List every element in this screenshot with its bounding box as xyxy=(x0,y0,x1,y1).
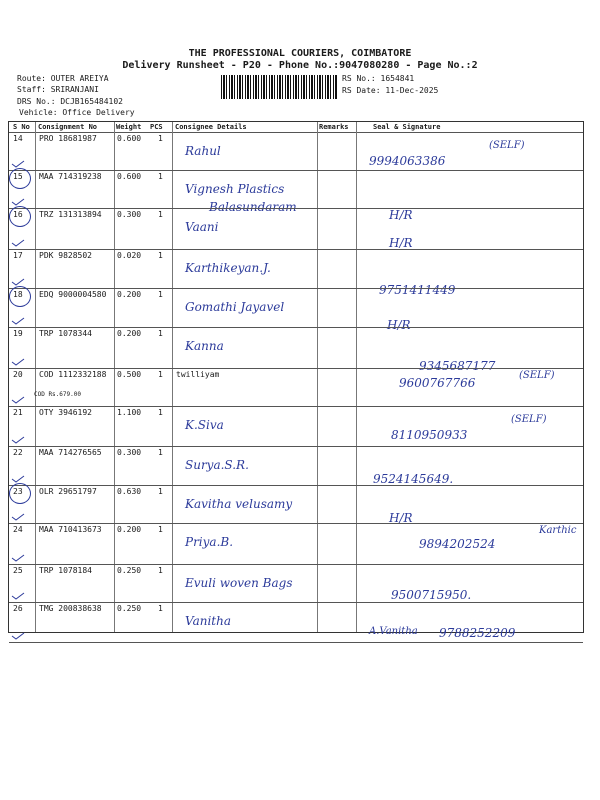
signature-entry: 9788252209 xyxy=(439,626,516,640)
check-mark-icon xyxy=(11,396,25,404)
check-mark-icon xyxy=(11,475,25,483)
serial-number: 19 xyxy=(13,329,23,338)
signature-entry: 9894202524 xyxy=(419,537,496,551)
serial-number: 21 xyxy=(13,408,23,417)
signature-entry: H/R xyxy=(387,318,411,332)
col-header-weight: Weight xyxy=(116,123,142,131)
col-header-consignment: Consignment No xyxy=(38,123,98,131)
serial-number: 17 xyxy=(13,251,23,260)
check-mark-icon xyxy=(11,513,25,521)
weight-value: 0.300 xyxy=(117,210,142,219)
check-mark-icon xyxy=(11,358,25,366)
table-row xyxy=(9,564,583,602)
weight-value: 0.250 xyxy=(117,604,142,613)
signature-entry: 9600767766 xyxy=(399,376,476,390)
handwritten-circle-mark xyxy=(9,483,31,504)
pieces-count: 1 xyxy=(158,370,163,379)
consignment-number: EDQ 9000004580 xyxy=(39,290,107,299)
table-row xyxy=(9,406,583,446)
consignee-name: Kanna xyxy=(185,339,224,353)
signature-entry: 8110950933 xyxy=(391,428,468,442)
weight-value: 1.100 xyxy=(117,408,142,417)
consignment-number: COD 1112332188 xyxy=(39,370,107,379)
pieces-count: 1 xyxy=(158,604,163,613)
serial-number: 24 xyxy=(13,525,23,534)
signature-note: (SELF) xyxy=(511,414,547,425)
signature-entry: 9500715950. xyxy=(391,588,472,602)
table-row xyxy=(9,602,583,642)
runsheet-table xyxy=(8,121,584,640)
serial-number: 23 xyxy=(13,487,23,497)
check-mark-icon xyxy=(11,592,25,600)
weight-value: 0.020 xyxy=(117,251,142,260)
check-mark-icon xyxy=(11,554,25,562)
serial-number: 16 xyxy=(13,210,23,220)
pieces-count: 1 xyxy=(158,487,163,496)
table-row xyxy=(9,368,583,406)
consignment-number: PDK 9828502 xyxy=(39,251,92,260)
consignee-name: Vaani xyxy=(185,220,219,234)
signature-note: Karthic xyxy=(539,525,577,536)
pieces-count: 1 xyxy=(158,329,163,338)
signature-entry: 9345687177 xyxy=(419,359,496,373)
weight-value: 0.600 xyxy=(117,134,142,143)
check-mark-icon xyxy=(11,160,25,168)
weight-value: 0.630 xyxy=(117,487,142,496)
col-header-pcs: PCS xyxy=(150,123,163,131)
handwritten-circle-mark xyxy=(9,168,31,189)
cod-amount: COD Rs.679.00 xyxy=(34,391,81,398)
check-mark-icon xyxy=(11,317,25,325)
table-row xyxy=(9,446,583,485)
signature-entry: H/R xyxy=(389,511,413,525)
consignee-name: Gomathi Jayavel xyxy=(185,300,285,314)
pieces-count: 1 xyxy=(158,448,163,457)
consignee-name: Surya.S.R. xyxy=(185,458,249,472)
handwritten-circle-mark xyxy=(9,286,31,307)
signature-entry: H/R xyxy=(389,236,413,250)
table-row xyxy=(9,485,583,523)
pieces-count: 1 xyxy=(158,210,163,219)
consignment-number: TMG 200838638 xyxy=(39,604,102,613)
serial-number: 25 xyxy=(13,566,23,575)
weight-value: 0.250 xyxy=(117,566,142,575)
rs-date: RS Date: 11-Dec-2025 xyxy=(342,86,439,95)
table-row xyxy=(9,132,583,170)
pieces-count: 1 xyxy=(158,290,163,299)
signature-note: (SELF) xyxy=(519,370,555,381)
consignee-name: Vignesh Plastics xyxy=(185,182,285,196)
weight-value: 0.200 xyxy=(117,290,142,299)
signature-entry: H/R xyxy=(389,208,413,222)
consignment-number: PRO 18681987 xyxy=(39,134,97,143)
table-row xyxy=(9,208,583,249)
consignment-number: TRP 1078344 xyxy=(39,329,92,338)
staff-label: Staff: SRIRANJANI xyxy=(17,85,99,94)
table-row xyxy=(9,288,583,332)
weight-value: 0.200 xyxy=(117,329,142,338)
check-mark-icon xyxy=(11,436,25,444)
weight-value: 0.300 xyxy=(117,448,142,457)
serial-number: 18 xyxy=(13,290,23,300)
serial-number: 14 xyxy=(13,134,23,143)
consignee-name: Priya.B. xyxy=(185,535,234,549)
consignment-number: TRP 1078184 xyxy=(39,566,92,575)
barcode xyxy=(221,75,337,99)
consignment-number: MAA 714319238 xyxy=(39,172,102,181)
consignee-name-line2: Balasundaram xyxy=(209,200,297,214)
consignee-name: Kavitha velusamy xyxy=(185,497,293,511)
pieces-count: 1 xyxy=(158,134,163,143)
rs-number: RS No.: 1654841 xyxy=(342,74,415,83)
weight-value: 0.200 xyxy=(117,525,142,534)
pieces-count: 1 xyxy=(158,566,163,575)
col-header-consignee: Consignee Details xyxy=(175,123,247,131)
weight-value: 0.600 xyxy=(117,172,142,181)
row-divider xyxy=(9,642,583,643)
consignment-number: TRZ 131313894 xyxy=(39,210,102,219)
signature-note: A.Vanitha xyxy=(369,626,418,637)
vehicle-label: Vehicle: Office Delivery xyxy=(19,108,135,117)
document-subtitle: Delivery Runsheet - P20 - Phone No.:9047080280 - Page No.:2 xyxy=(122,60,478,71)
table-row xyxy=(9,327,583,373)
consignee-name: Evuli woven Bags xyxy=(185,576,293,590)
table-row xyxy=(9,523,583,564)
col-header-sno: S No xyxy=(13,123,30,131)
pieces-count: 1 xyxy=(158,251,163,260)
consignee-name: K.Siva xyxy=(185,418,224,432)
document-title: THE PROFESSIONAL COURIERS, COIMBATORE xyxy=(188,48,412,59)
check-mark-icon xyxy=(11,198,25,206)
consignment-number: MAA 714276565 xyxy=(39,448,102,457)
weight-value: 0.500 xyxy=(117,370,142,379)
col-header-remarks: Remarks xyxy=(319,123,349,131)
signature-entry: 9994063386 xyxy=(369,154,446,168)
serial-number: 15 xyxy=(13,172,23,182)
signature-entry: 9524145649. xyxy=(373,472,454,486)
signature-note: (SELF) xyxy=(489,140,525,151)
signature-entry: 9751411449 xyxy=(379,283,456,297)
drs-label: DRS No.: DCJB165484102 xyxy=(17,97,123,106)
consignment-number: MAA 710413673 xyxy=(39,525,102,534)
consignment-number: OLR 29651797 xyxy=(39,487,97,496)
col-header-seal: Seal & Signature xyxy=(373,123,441,131)
pieces-count: 1 xyxy=(158,172,163,181)
check-mark-icon xyxy=(11,278,25,286)
check-mark-icon xyxy=(11,239,25,247)
route-label: Route: OUTER AREIYA xyxy=(17,74,109,83)
consignee-name: Karthikeyan.J. xyxy=(185,261,271,275)
serial-number: 26 xyxy=(13,604,23,613)
pieces-count: 1 xyxy=(158,525,163,534)
serial-number: 22 xyxy=(13,448,23,457)
consignment-number: OTY 3946192 xyxy=(39,408,92,417)
consignee-name: twilliyam xyxy=(176,370,220,379)
pieces-count: 1 xyxy=(158,408,163,417)
check-mark-icon xyxy=(11,632,25,640)
consignee-name: Rahul xyxy=(185,144,221,158)
consignee-name: Vanitha xyxy=(185,614,231,628)
serial-number: 20 xyxy=(13,370,23,379)
handwritten-circle-mark xyxy=(9,206,31,227)
